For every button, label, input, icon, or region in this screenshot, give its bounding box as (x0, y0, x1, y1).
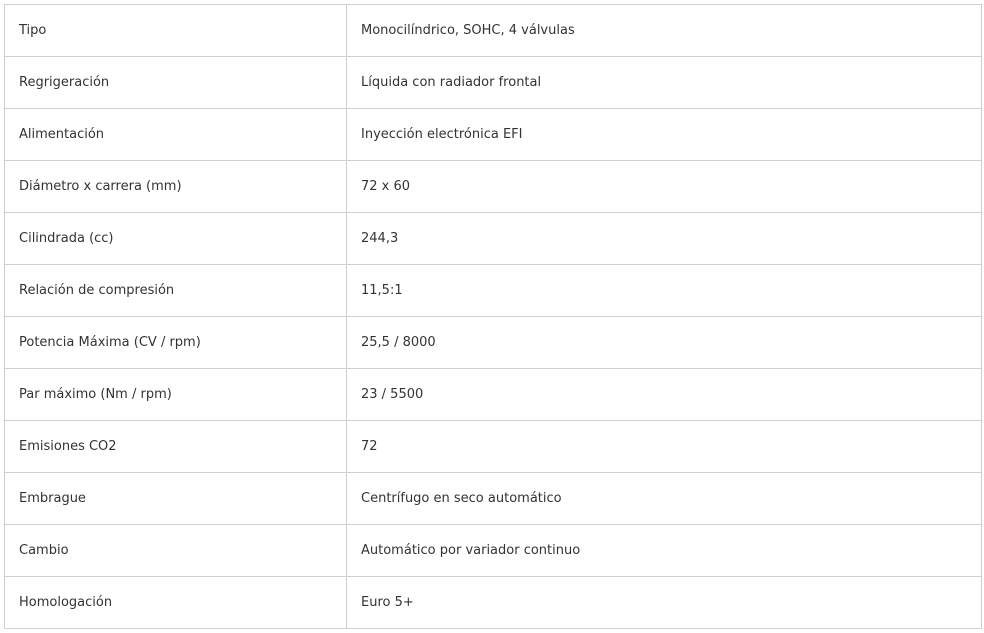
spec-label: Par máximo (Nm / rpm) (5, 369, 347, 421)
spec-value: Monocilíndrico, SOHC, 4 válvulas (347, 5, 982, 57)
table-row (5, 525, 982, 577)
table-row (5, 265, 982, 317)
spec-label: Relación de compresión (5, 265, 347, 317)
spec-table-body (5, 5, 982, 629)
table-row (5, 473, 982, 525)
spec-label: Emisiones CO2 (5, 421, 347, 473)
spec-label: Cambio (5, 525, 347, 577)
spec-label: Potencia Máxima (CV / rpm) (5, 317, 347, 369)
spec-label: Regrigeración (5, 57, 347, 109)
table-row (5, 5, 982, 57)
spec-value: Euro 5+ (347, 577, 982, 629)
table-row (5, 161, 982, 213)
table-row (5, 57, 982, 109)
table-row (5, 421, 982, 473)
spec-label: Tipo (5, 5, 347, 57)
spec-value: Centrífugo en seco automático (347, 473, 982, 525)
spec-label: Cilindrada (cc) (5, 213, 347, 265)
spec-table (4, 4, 982, 629)
spec-label: Alimentación (5, 109, 347, 161)
spec-label: Diámetro x carrera (mm) (5, 161, 347, 213)
spec-value: Inyección electrónica EFI (347, 109, 982, 161)
spec-value: 72 x 60 (347, 161, 982, 213)
table-row (5, 213, 982, 265)
spec-value: Automático por variador continuo (347, 525, 982, 577)
table-row (5, 369, 982, 421)
spec-label: Homologación (5, 577, 347, 629)
spec-value: 72 (347, 421, 982, 473)
spec-value: 23 / 5500 (347, 369, 982, 421)
spec-value: 25,5 / 8000 (347, 317, 982, 369)
spec-value: Líquida con radiador frontal (347, 57, 982, 109)
table-row (5, 577, 982, 629)
spec-value: 244,3 (347, 213, 982, 265)
spec-label: Embrague (5, 473, 347, 525)
table-row (5, 317, 982, 369)
spec-value: 11,5:1 (347, 265, 982, 317)
table-row (5, 109, 982, 161)
